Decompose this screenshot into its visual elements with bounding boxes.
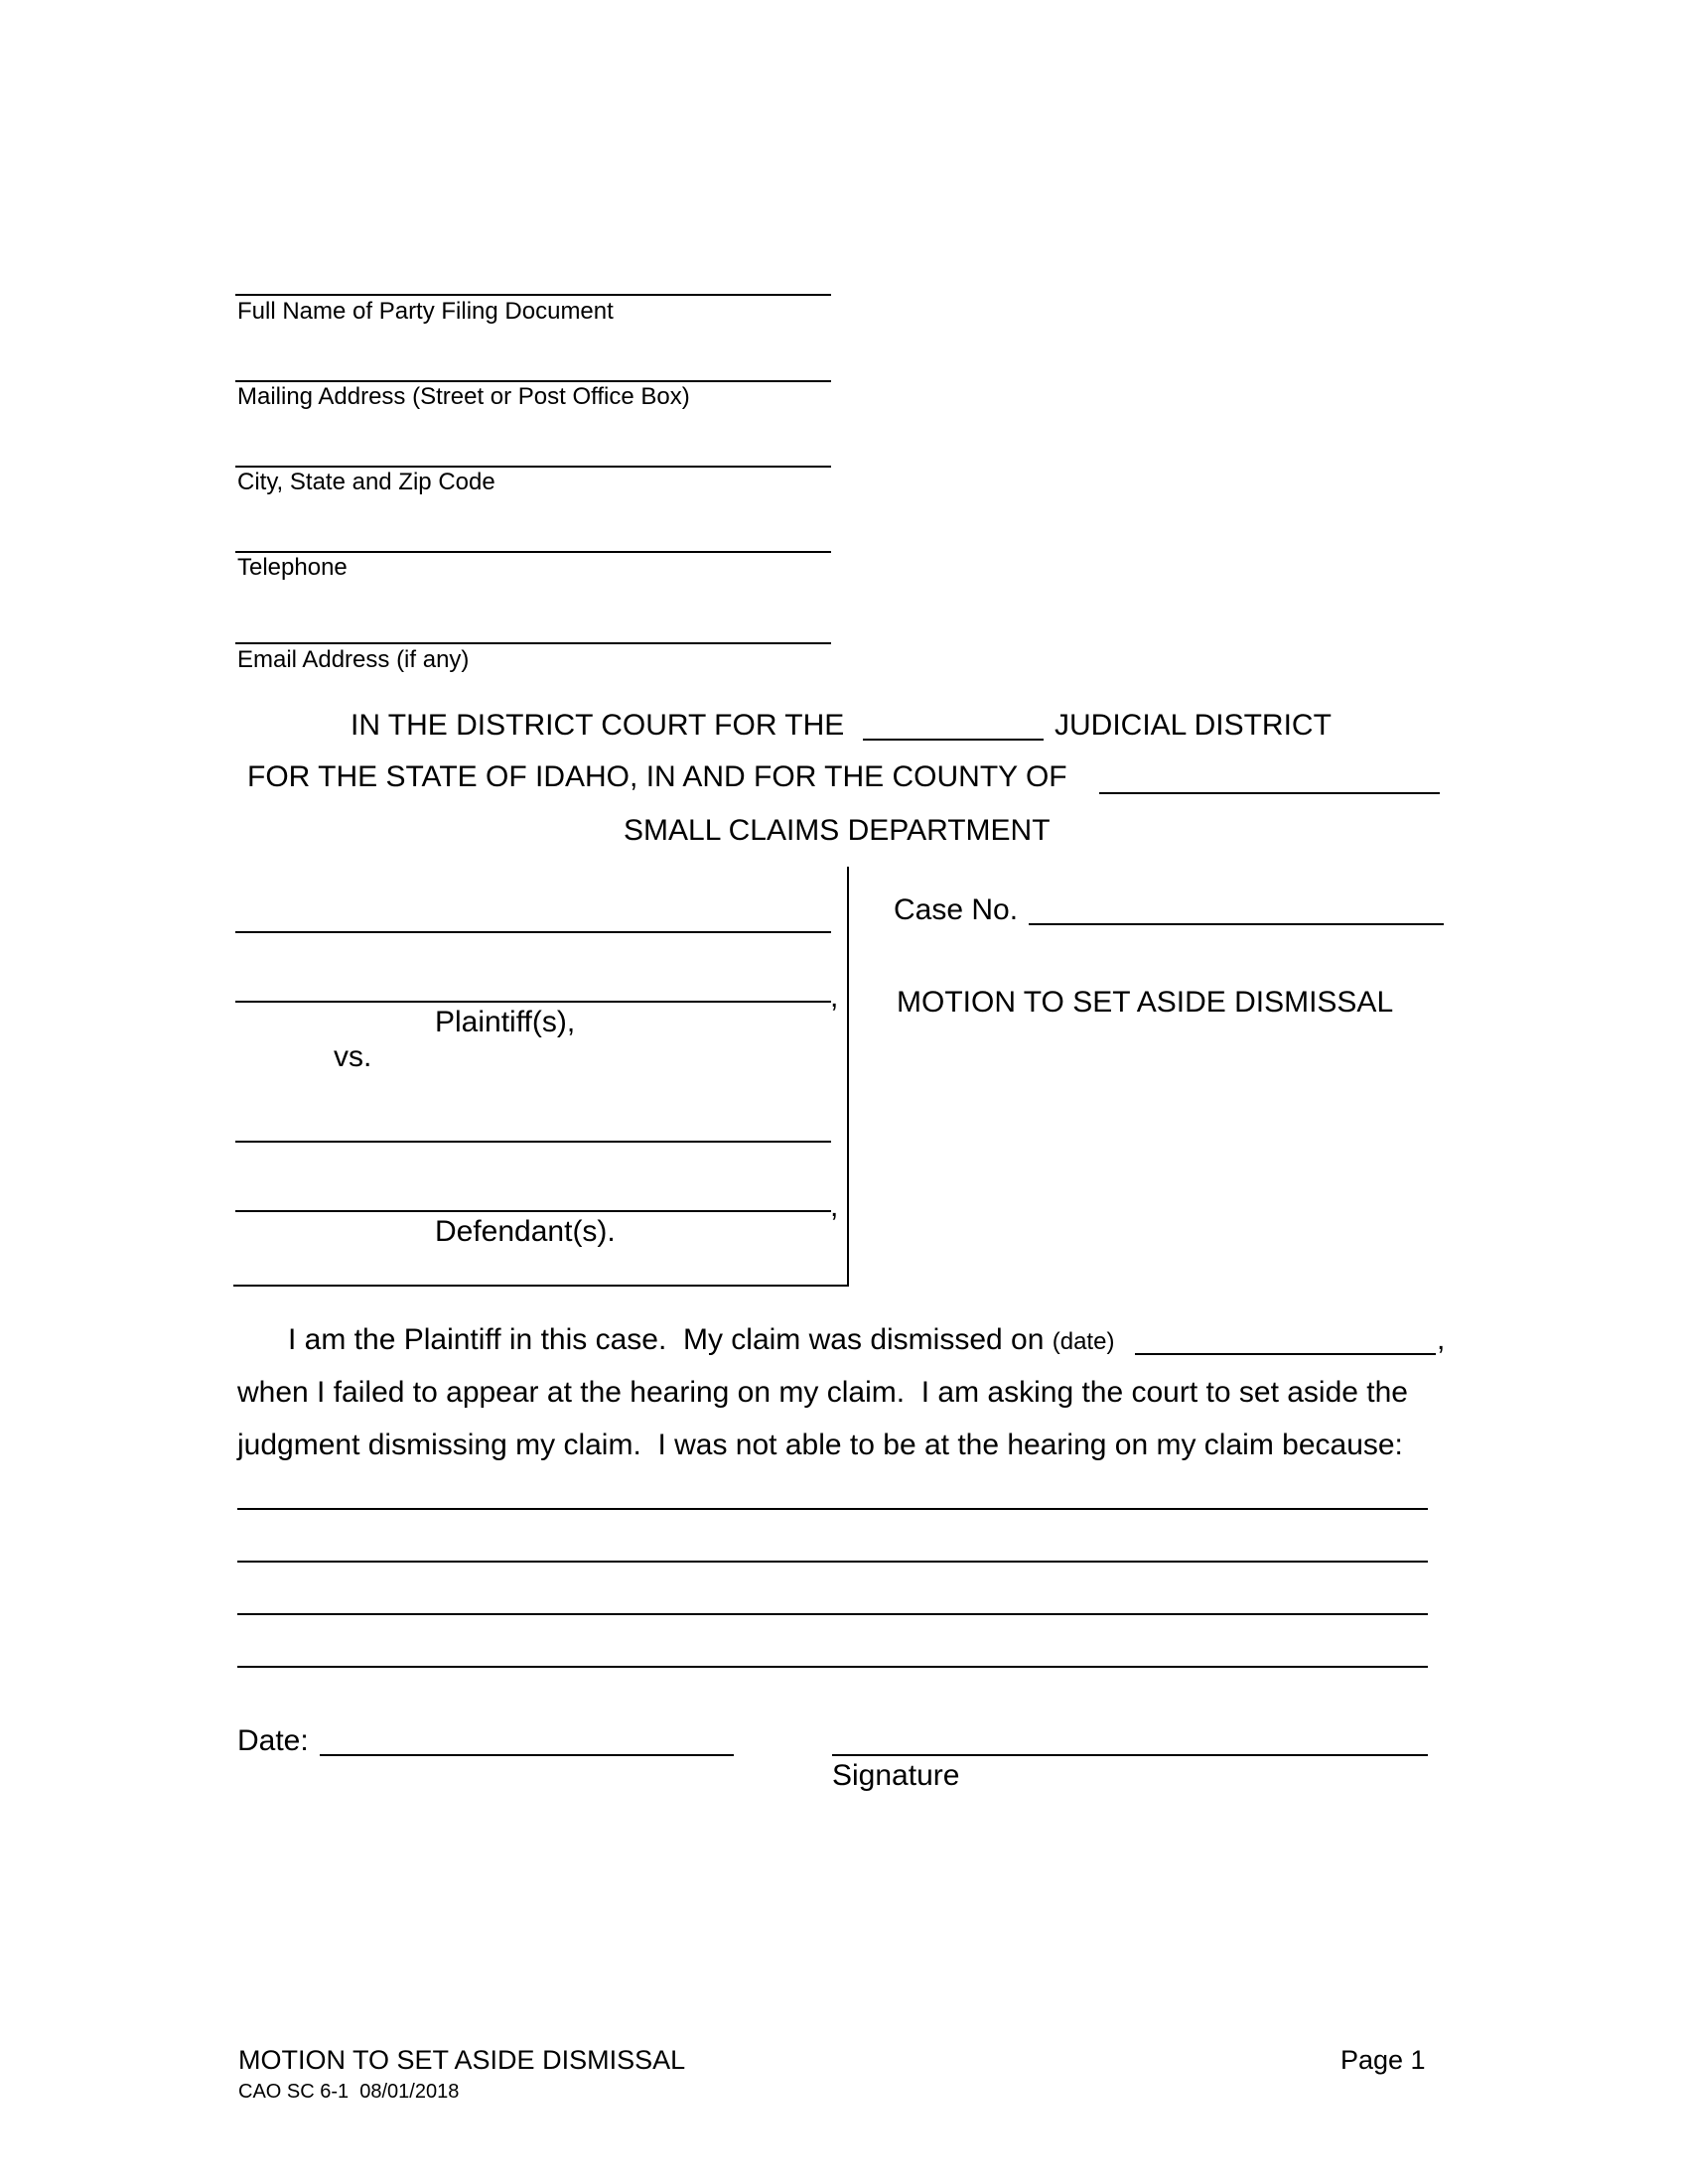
plaintiff-name-field-2[interactable]	[235, 1001, 831, 1003]
dismissal-date-field[interactable]	[1135, 1353, 1436, 1355]
reason-line-3[interactable]	[237, 1613, 1428, 1615]
case-no-label: Case No.	[894, 893, 1019, 926]
body-line1	[288, 1323, 1114, 1357]
city-state-zip-field[interactable]	[235, 466, 831, 468]
full-name-label: Full Name of Party Filing Document	[237, 298, 614, 325]
defendant-name-field-2[interactable]	[235, 1210, 831, 1212]
caption-divider	[847, 867, 849, 1286]
defendant-name-field-1[interactable]	[235, 1141, 831, 1143]
court-line3: SMALL CLAIMS DEPARTMENT	[624, 814, 1051, 847]
court-line1-left: IN THE DISTRICT COURT FOR THE	[351, 709, 845, 742]
defendant-label: Defendant(s).	[435, 1215, 616, 1248]
full-name-field[interactable]	[235, 294, 831, 296]
signature-label: Signature	[832, 1759, 960, 1792]
date-field[interactable]	[320, 1754, 734, 1756]
email-field[interactable]	[235, 642, 831, 644]
reason-line-4[interactable]	[237, 1666, 1428, 1668]
motion-title: MOTION TO SET ASIDE DISMISSAL	[897, 986, 1394, 1019]
date-hint: (date)	[1052, 1328, 1115, 1355]
email-label: Email Address (if any)	[237, 646, 470, 673]
body-line1-comma: ,	[1437, 1323, 1446, 1356]
body-line3: judgment dismissing my claim. I was not able to be at the hearing on my claim because:	[237, 1429, 1403, 1461]
defendant-comma: ,	[830, 1190, 839, 1223]
court-line1-right: JUDICIAL DISTRICT	[1055, 709, 1332, 742]
vs-label: vs.	[334, 1040, 372, 1073]
plaintiff-comma: ,	[830, 981, 839, 1014]
plaintiff-label: Plaintiff(s),	[435, 1006, 576, 1038]
caption-bottom-rule	[233, 1285, 849, 1287]
mailing-address-field[interactable]	[235, 380, 831, 382]
reason-line-1[interactable]	[237, 1508, 1428, 1510]
body-line1-text: I am the Plaintiff in this case. My claim was dismissed on	[288, 1323, 1053, 1356]
court-line2-left: FOR THE STATE OF IDAHO, IN AND FOR THE COUNTY OF	[247, 760, 1067, 793]
telephone-field[interactable]	[235, 551, 831, 553]
case-no-field[interactable]	[1029, 923, 1444, 925]
county-field[interactable]	[1099, 792, 1440, 794]
footer-title: MOTION TO SET ASIDE DISMISSAL	[238, 2045, 686, 2075]
reason-line-2[interactable]	[237, 1561, 1428, 1563]
telephone-label: Telephone	[237, 554, 348, 581]
city-state-zip-label: City, State and Zip Code	[237, 469, 495, 495]
footer-page: Page 1	[1340, 2045, 1426, 2075]
judicial-district-field[interactable]	[863, 739, 1044, 741]
body-line2: when I failed to appear at the hearing on my claim. I am asking the court to set aside the	[237, 1376, 1408, 1409]
signature-field[interactable]	[832, 1754, 1428, 1756]
date-label: Date:	[237, 1724, 309, 1757]
footer-form-code: CAO SC 6-1 08/01/2018	[238, 2081, 460, 2103]
plaintiff-name-field-1[interactable]	[235, 931, 831, 933]
mailing-address-label: Mailing Address (Street or Post Office Box)	[237, 383, 690, 410]
